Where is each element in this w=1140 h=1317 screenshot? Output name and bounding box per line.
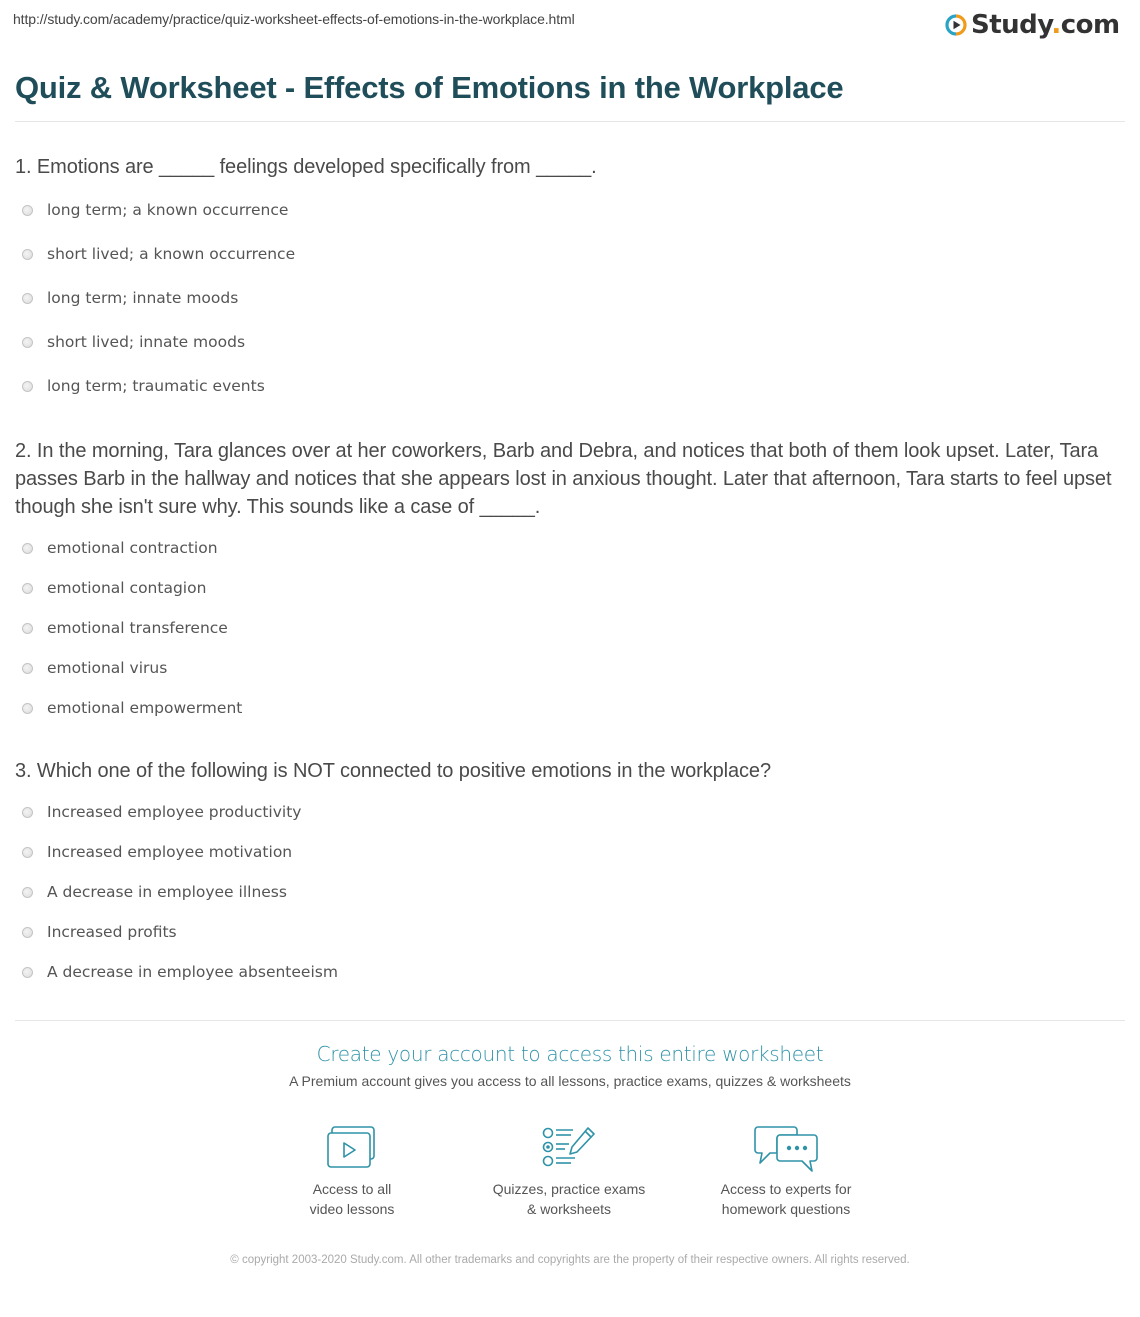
answer-option[interactable] xyxy=(22,578,242,598)
answer-option[interactable] xyxy=(22,698,242,718)
create-account-link[interactable]: Create your account to access this entire worksheet xyxy=(316,1042,824,1066)
radio-button[interactable] xyxy=(22,543,33,554)
play-circle-icon xyxy=(945,14,967,36)
radio-button[interactable] xyxy=(22,967,33,978)
answer-label: short lived; a known occurrence xyxy=(47,245,296,263)
page-url: http://study.com/academy/practice/quiz-worksheet-effects-of-emotions-in-the-workplace.html xyxy=(13,11,575,27)
answer-label: emotional virus xyxy=(47,659,168,677)
radio-button[interactable] xyxy=(22,847,33,858)
answer-option[interactable] xyxy=(22,658,242,678)
answer-label: emotional contagion xyxy=(47,579,207,597)
video-lessons-icon xyxy=(326,1125,378,1169)
radio-button[interactable] xyxy=(22,623,33,634)
answer-option[interactable] xyxy=(22,842,338,862)
answer-option[interactable] xyxy=(22,618,242,638)
study-logo[interactable] xyxy=(945,10,1120,40)
answer-option[interactable] xyxy=(22,538,242,558)
question-2-options xyxy=(22,538,242,718)
radio-button[interactable] xyxy=(22,249,33,260)
radio-button[interactable] xyxy=(22,663,33,674)
answer-label: emotional transference xyxy=(47,619,228,637)
radio-button[interactable] xyxy=(22,205,33,216)
answer-option[interactable] xyxy=(22,922,338,942)
feature-video-lessons xyxy=(252,1125,452,1219)
feature-quizzes xyxy=(469,1125,669,1219)
answer-option[interactable] xyxy=(22,244,295,264)
answer-label: long term; innate moods xyxy=(47,289,239,307)
radio-button[interactable] xyxy=(22,293,33,304)
question-1: 1. Emotions are _____ feelings developed specifically from _____. xyxy=(15,156,597,178)
radio-button[interactable] xyxy=(22,703,33,714)
answer-label: short lived; innate moods xyxy=(47,333,246,351)
answer-option[interactable] xyxy=(22,288,295,308)
premium-description: A Premium account gives you access to all lessons, practice exams, quizzes & worksheets xyxy=(289,1073,851,1089)
answer-label: Increased profits xyxy=(47,923,177,941)
answer-label: Increased employee productivity xyxy=(47,803,302,821)
radio-button[interactable] xyxy=(22,337,33,348)
radio-button[interactable] xyxy=(22,887,33,898)
feature-label-line: video lessons xyxy=(309,1201,395,1217)
quiz-checklist-icon xyxy=(541,1125,597,1169)
answer-label: emotional contraction xyxy=(47,539,218,557)
radio-button[interactable] xyxy=(22,381,33,392)
answer-option[interactable] xyxy=(22,200,295,220)
feature-experts xyxy=(686,1125,886,1219)
answer-option[interactable] xyxy=(22,376,295,396)
divider xyxy=(15,121,1125,122)
feature-label-line: homework questions xyxy=(721,1201,851,1217)
answer-option[interactable] xyxy=(22,332,295,352)
answer-label: long term; traumatic events xyxy=(47,377,265,395)
answer-label: Increased employee motivation xyxy=(47,843,293,861)
question-1-options xyxy=(22,200,295,396)
answer-option[interactable] xyxy=(22,802,338,822)
logo-text: Study.com xyxy=(971,10,1120,40)
copyright-footer: © copyright 2003-2020 Study.com. All other trademarks and copyrights are the property of their respective owners. All rights reserved. xyxy=(230,1254,910,1266)
divider xyxy=(15,1020,1125,1021)
feature-label-line: & worksheets xyxy=(526,1201,612,1217)
answer-option[interactable] xyxy=(22,962,338,982)
chat-bubbles-icon xyxy=(754,1125,818,1173)
page-title: Quiz & Worksheet - Effects of Emotions in the Workplace xyxy=(15,70,844,105)
answer-label: long term; a known occurrence xyxy=(47,201,289,219)
radio-button[interactable] xyxy=(22,807,33,818)
question-3-options xyxy=(22,802,338,982)
question-3: 3. Which one of the following is NOT connected to positive emotions in the workplace? xyxy=(15,760,771,782)
answer-label: emotional empowerment xyxy=(47,699,243,717)
answer-label: A decrease in employee illness xyxy=(47,883,287,901)
feature-label-line: Access to experts for xyxy=(720,1181,852,1197)
answer-label: A decrease in employee absenteeism xyxy=(47,963,338,981)
feature-label-line: Access to all xyxy=(312,1181,392,1197)
feature-label-line: Quizzes, practice exams xyxy=(492,1181,646,1197)
radio-button[interactable] xyxy=(22,583,33,594)
radio-button[interactable] xyxy=(22,927,33,938)
question-2: 2. In the morning, Tara glances over at her coworkers, Barb and Debra, and notices that both of them look upset. Later, Tara passes Barb in the hallway and notices that she appears lost in anxious thought. Later that afternoon, Tara starts to feel upset though she isn't sure why. This sounds like a case of _____. xyxy=(15,440,1112,518)
answer-option[interactable] xyxy=(22,882,338,902)
